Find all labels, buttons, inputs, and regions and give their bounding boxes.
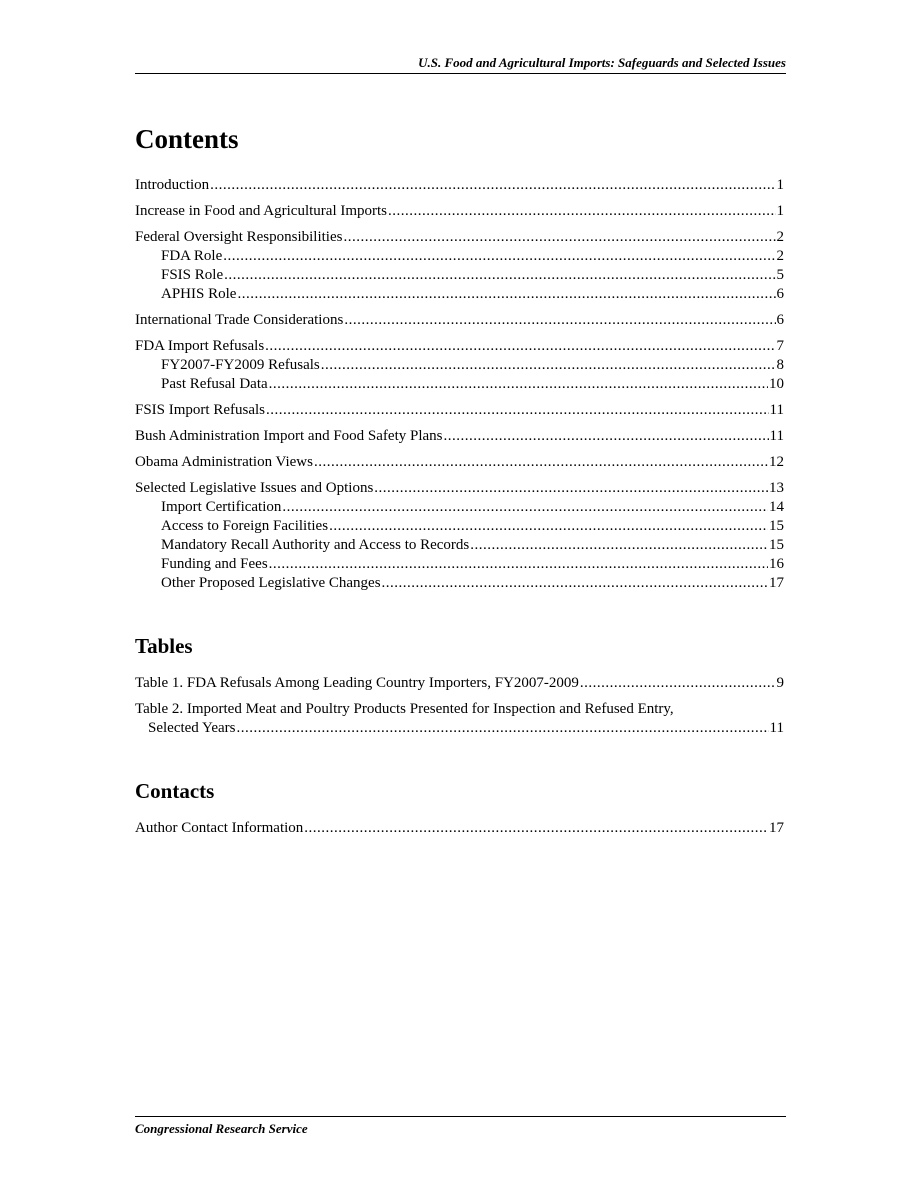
- toc-entry-federal-oversight[interactable]: [135, 228, 784, 247]
- toc-entry-fy2007-fy2009-refusals[interactable]: [135, 356, 784, 375]
- toc-entry-page: 6: [776, 312, 784, 328]
- toc-entry-title: Import Certification: [161, 499, 282, 515]
- toc-entry-title: APHIS Role: [161, 286, 237, 302]
- toc-entry-aphis-role[interactable]: [135, 285, 784, 304]
- contact-entry-title: Author Contact Information: [135, 820, 304, 836]
- running-footer: Congressional Research Service: [135, 1116, 786, 1137]
- toc-entry-other-legislative-changes[interactable]: [135, 574, 784, 593]
- dot-leader: [224, 266, 775, 285]
- table-entry-page: 11: [769, 720, 784, 736]
- toc-entry-title: FY2007-FY2009 Refusals: [161, 357, 320, 373]
- toc-entry-title: Other Proposed Legislative Changes: [161, 575, 381, 591]
- table-entry-1[interactable]: [135, 674, 784, 693]
- dot-leader: [314, 453, 768, 472]
- toc-entry-page: 15: [769, 518, 784, 534]
- toc-entry-page: 17: [769, 575, 784, 591]
- table-entry-title: Table 1. FDA Refusals Among Leading Country Importers, FY2007-2009: [135, 675, 579, 691]
- toc-entry-page: 1: [776, 203, 784, 219]
- toc-entry-page: 2: [776, 248, 784, 264]
- contacts-list: [135, 819, 784, 838]
- tables-list: [135, 674, 784, 738]
- toc-entry-page: 7: [776, 338, 784, 354]
- toc-entry-title: International Trade Considerations: [135, 312, 344, 328]
- contact-entry-author[interactable]: [135, 819, 784, 838]
- dot-leader: [388, 202, 775, 221]
- toc-entry-past-refusal-data[interactable]: [135, 375, 784, 394]
- dot-leader: [266, 401, 769, 420]
- toc-entry-fsis-role[interactable]: [135, 266, 784, 285]
- toc-entry-title: FDA Role: [161, 248, 223, 264]
- toc-entry-title: Selected Legislative Issues and Options: [135, 480, 374, 496]
- running-header: U.S. Food and Agricultural Imports: Safeguards and Selected Issues: [135, 55, 786, 74]
- toc-entry-page: 8: [776, 357, 784, 373]
- toc-entry-page: 1: [776, 177, 784, 193]
- toc-entry-increase-imports[interactable]: [135, 202, 784, 221]
- dot-leader: [304, 819, 768, 838]
- toc-entry-international-trade[interactable]: [135, 311, 784, 330]
- toc-entry-access-foreign-facilities[interactable]: [135, 517, 784, 536]
- toc-entry-fda-import-refusals[interactable]: [135, 337, 784, 356]
- dot-leader: [470, 536, 768, 555]
- toc-entry-title: FSIS Import Refusals: [135, 402, 266, 418]
- toc-entry-fda-role[interactable]: [135, 247, 784, 266]
- toc-entry-page: 15: [769, 537, 784, 553]
- dot-leader: [321, 356, 776, 375]
- toc-entry-legislative-issues[interactable]: [135, 479, 784, 498]
- dot-leader: [223, 247, 775, 266]
- toc-entry-page: 11: [769, 402, 784, 418]
- dot-leader: [265, 337, 775, 356]
- table-entry-title-line2: Selected Years: [148, 720, 236, 736]
- toc-entry-mandatory-recall[interactable]: [135, 536, 784, 555]
- contact-entry-page: 17: [769, 820, 784, 836]
- contents-list: [135, 176, 784, 593]
- toc-entry-title: FSIS Role: [161, 267, 224, 283]
- toc-entry-title: Bush Administration Import and Food Safety Plans: [135, 428, 443, 444]
- toc-entry-title: Mandatory Recall Authority and Access to Records: [161, 537, 470, 553]
- dot-leader: [237, 285, 775, 304]
- toc-entry-bush-administration[interactable]: [135, 427, 784, 446]
- dot-leader: [210, 176, 775, 195]
- tables-heading: Tables: [135, 634, 193, 658]
- dot-leader: [374, 479, 768, 498]
- toc-entry-page: 6: [776, 286, 784, 302]
- toc-entry-title: Obama Administration Views: [135, 454, 313, 470]
- dot-leader: [282, 498, 768, 517]
- table-entry-2[interactable]: [135, 700, 784, 738]
- toc-entry-page: 13: [769, 480, 784, 496]
- toc-entry-title: Access to Foreign Facilities: [161, 518, 329, 534]
- toc-entry-page: 5: [776, 267, 784, 283]
- dot-leader: [343, 228, 775, 247]
- toc-entry-introduction[interactable]: [135, 176, 784, 195]
- table-entry-page: 9: [776, 675, 784, 691]
- toc-entry-title: Past Refusal Data: [161, 376, 268, 392]
- dot-leader: [236, 719, 768, 738]
- toc-entry-page: 12: [769, 454, 784, 470]
- dot-leader: [344, 311, 775, 330]
- toc-entry-title: Introduction: [135, 177, 210, 193]
- dot-leader: [329, 517, 768, 536]
- toc-entry-title: FDA Import Refusals: [135, 338, 265, 354]
- toc-entry-page: 10: [769, 376, 784, 392]
- dot-leader: [580, 674, 776, 693]
- toc-entry-fsis-import-refusals[interactable]: [135, 401, 784, 420]
- toc-entry-funding-fees[interactable]: [135, 555, 784, 574]
- dot-leader: [382, 574, 768, 593]
- toc-entry-page: 16: [769, 556, 784, 572]
- toc-entry-title: Federal Oversight Responsibilities: [135, 229, 343, 245]
- contacts-heading: Contacts: [135, 779, 215, 803]
- toc-entry-page: 14: [769, 499, 784, 515]
- toc-entry-obama-administration[interactable]: [135, 453, 784, 472]
- dot-leader: [269, 555, 768, 574]
- toc-entry-page: 2: [776, 229, 784, 245]
- dot-leader: [269, 375, 768, 394]
- table-entry-title-line1: Table 2. Imported Meat and Poultry Products Presented for Inspection and Refused Entry,: [135, 701, 674, 717]
- toc-entry-title: Funding and Fees: [161, 556, 268, 572]
- table-entry-continuation: [135, 719, 784, 738]
- toc-entry-page: 11: [769, 428, 784, 444]
- dot-leader: [444, 427, 769, 446]
- contents-heading: Contents: [135, 124, 239, 154]
- toc-entry-import-certification[interactable]: [135, 498, 784, 517]
- toc-entry-title: Increase in Food and Agricultural Imports: [135, 203, 388, 219]
